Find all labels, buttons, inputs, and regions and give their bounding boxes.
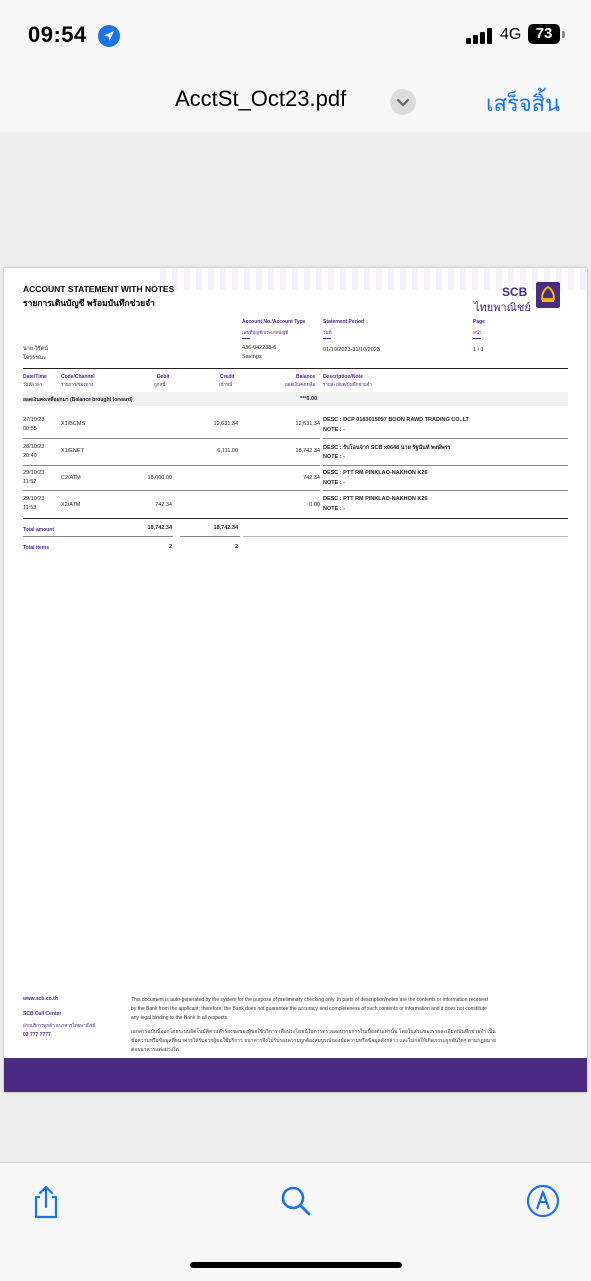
total-debit: 18,742.34 [147, 525, 172, 531]
account-no-label-thai: เลขที่บัญชี/ประเภทบัญชี [242, 330, 289, 335]
pdf-page [4, 268, 587, 1092]
row1-credit: 12,631.34 [213, 421, 238, 427]
divider [23, 465, 320, 466]
divider [23, 438, 320, 439]
divider [180, 536, 240, 537]
disclaimer-th-1: เอกสารฉบับนี้ออกโดยระบบอัตโนมัติตามคำร้องขอของผู้ขอใช้บริการ เพื่อประโยชน์ในการตรวจสอบรายการในเบื้องต้นเท่านั้น โดยในส่วนของรายละเอียด/บันทึกช่วยจำ เป็น [131, 1029, 496, 1035]
col-credit-thai: เข้าหนี้ [219, 382, 233, 387]
total-items-credit: 2 [234, 544, 238, 550]
row4-code: X2/ATM [61, 502, 81, 508]
row4-time: 11:53 [23, 505, 37, 511]
call-center-label: SCB Call Center [23, 1011, 62, 1017]
markup-icon [523, 1181, 563, 1221]
period-label-thai: วันที่ [323, 330, 332, 335]
row1-desc: DESC : DCP 0183015097 BOON RAWD TRADING CO.,LT [323, 417, 469, 423]
divider [323, 338, 331, 339]
statement-period: 01/10/2023-31/10/2023 [323, 347, 380, 353]
row2-desc: DESC : รับโอนจาก SCB x0648 นาย รัฐนันท์ พงษ์พรร [323, 445, 451, 451]
col-code: Code/Channel [61, 374, 95, 380]
call-center-phone[interactable]: 02 777 7777 [23, 1032, 51, 1038]
row3-code: C2/ATM [61, 475, 81, 481]
scb-logo-icon [536, 282, 560, 308]
bank-name: SCB [502, 285, 528, 299]
bank-name-thai: ไทยพาณิชย์ [474, 302, 531, 314]
divider [23, 490, 320, 491]
col-debit-thai: ถูกหนี้ [154, 382, 166, 387]
bank-website-link[interactable]: www.scb.co.th [23, 996, 58, 1002]
page-number: 1 / 1 [473, 347, 484, 353]
search-icon [276, 1181, 316, 1221]
divider [473, 338, 481, 339]
row4-balance: 0.00 [309, 502, 320, 508]
row2-balance: 18,742.34 [295, 448, 320, 454]
divider [23, 536, 173, 537]
col-balance: Balance [296, 374, 316, 380]
col-description: Description/Note [323, 374, 364, 380]
statement-title-thai: รายการเดินบัญชี พร้อมบันทึกช่วยจำ [23, 298, 155, 308]
row2-code: X1/ENET [61, 448, 84, 454]
status-time: 09:54 [28, 22, 87, 47]
title-menu-button[interactable] [390, 89, 416, 115]
col-code-thai: รายการ/ช่องทาง [61, 382, 94, 387]
row1-note: NOTE : - [323, 427, 345, 433]
divider [323, 438, 568, 439]
row4-debit: 742.34 [155, 502, 172, 508]
row1-code: X1/BCMS [61, 421, 86, 427]
total-items-debit: 2 [168, 544, 172, 550]
disclaimer-en-1: This document is auto-generated by the system for the purpose of preliminary checking only. In parts of description/notes are the contents or information received [131, 997, 488, 1003]
total-amount-label: Total amount [23, 527, 55, 533]
col-date: Date/Time [23, 374, 47, 380]
period-label: Statement Period [323, 319, 365, 325]
disclaimer-en-2: by the Bank from the applicant; therefore, the Bank does not guarantee the accuracy and completeness of such contents or information and it does not constitute [131, 1006, 487, 1012]
document-title[interactable]: AcctSt_Oct23.pdf [175, 86, 347, 111]
row2-note: NOTE : - [323, 454, 345, 460]
markup-button[interactable] [523, 1181, 563, 1221]
statement-title: ACCOUNT STATEMENT WITH NOTES [23, 284, 175, 294]
chevron-down-icon [390, 89, 416, 115]
row3-date: 29/10/23 [23, 470, 45, 476]
page-label-thai: หน้า [473, 330, 482, 335]
row2-date: 28/10/23 [23, 444, 45, 450]
table-bottom-rule [23, 518, 568, 519]
call-center-label-thai: ฝ่ายบริการลูกค้า ธนาคารไทยพาณิชย์ [23, 1023, 96, 1028]
disclaimer-th-3: ต่อธนาคารแต่อย่างใด [131, 1047, 179, 1053]
battery-tip [562, 31, 565, 38]
customer-name: นาย วิรัตน์ [23, 346, 48, 352]
status-bar [0, 0, 591, 70]
search-button[interactable] [276, 1181, 316, 1221]
divider [242, 338, 250, 339]
share-button[interactable] [26, 1181, 66, 1221]
col-balance-thai: ยอดเงินคงเหลือ [285, 382, 316, 387]
battery-icon: 73 [528, 24, 560, 44]
col-description-thai: รายละเอียด/บันทึกช่วยจำ [323, 382, 372, 387]
divider [323, 465, 568, 466]
row3-debit: 18,000.00 [147, 475, 172, 481]
row3-time: 11:52 [23, 479, 37, 485]
page-label: Page [473, 319, 485, 325]
signal-icon [466, 28, 494, 44]
row1-time: 00:55 [23, 426, 37, 432]
brought-forward-value: ***0.00 [300, 396, 318, 402]
row4-note: NOTE : - [323, 506, 345, 512]
row4-date: 29/10/23 [23, 496, 45, 502]
row3-desc: DESC : PTT RM PINKLAO-NAKHON K26 [323, 470, 428, 476]
page-footer-bar [4, 1058, 587, 1092]
account-type: Savings [242, 354, 262, 360]
row1-date: 27/10/23 [23, 417, 45, 423]
row2-credit: 6,111.00 [217, 448, 238, 454]
customer-name-2: โจรรรณะ [23, 355, 47, 361]
disclaimer-en-3: any legal binding to the Bank in all respects. [131, 1015, 229, 1021]
disclaimer-th-2: ข้อความหรือข้อมูลที่ธนาคารได้รับจากผู้ขอใช้บริการ ธนาคารจึงไม่รับรองความถูกต้องสมบูรณ์ของข้อความหรือข้อมูลดังกล่าว และไม่ก่อให้เกิดภาระผูกพันใดๆ ตามกฎหมาย [131, 1038, 496, 1044]
col-debit: Debit [157, 374, 170, 380]
row2-time: 20:40 [23, 453, 37, 459]
done-button[interactable]: เสร็จสิ้น [486, 91, 561, 116]
home-indicator[interactable] [190, 1262, 402, 1268]
table-top-rule [23, 368, 568, 369]
network-type: 4G [500, 26, 522, 43]
nav-bar [0, 70, 591, 133]
row4-desc: DESC : PTT RM PINKLAO-NAKHON K26 [323, 496, 428, 502]
share-icon [26, 1181, 66, 1221]
account-no-label: Account No./Account Type [242, 319, 306, 325]
account-number: 436-042238-6 [242, 345, 277, 351]
divider [323, 490, 568, 491]
total-credit: 18,742.34 [213, 525, 238, 531]
location-icon [98, 25, 120, 47]
row1-balance: 12,631.34 [295, 421, 320, 427]
row3-balance: 742.34 [303, 475, 320, 481]
row3-note: NOTE : - [323, 480, 345, 486]
col-date-thai: วันที่/เวลา [23, 382, 43, 387]
col-credit: Credit [220, 374, 235, 380]
divider [243, 536, 568, 537]
brought-forward-label: ยอดเงินคงเหลือยกมา (Balance brought forward) [23, 397, 133, 403]
total-items-label: Total items [23, 545, 50, 551]
